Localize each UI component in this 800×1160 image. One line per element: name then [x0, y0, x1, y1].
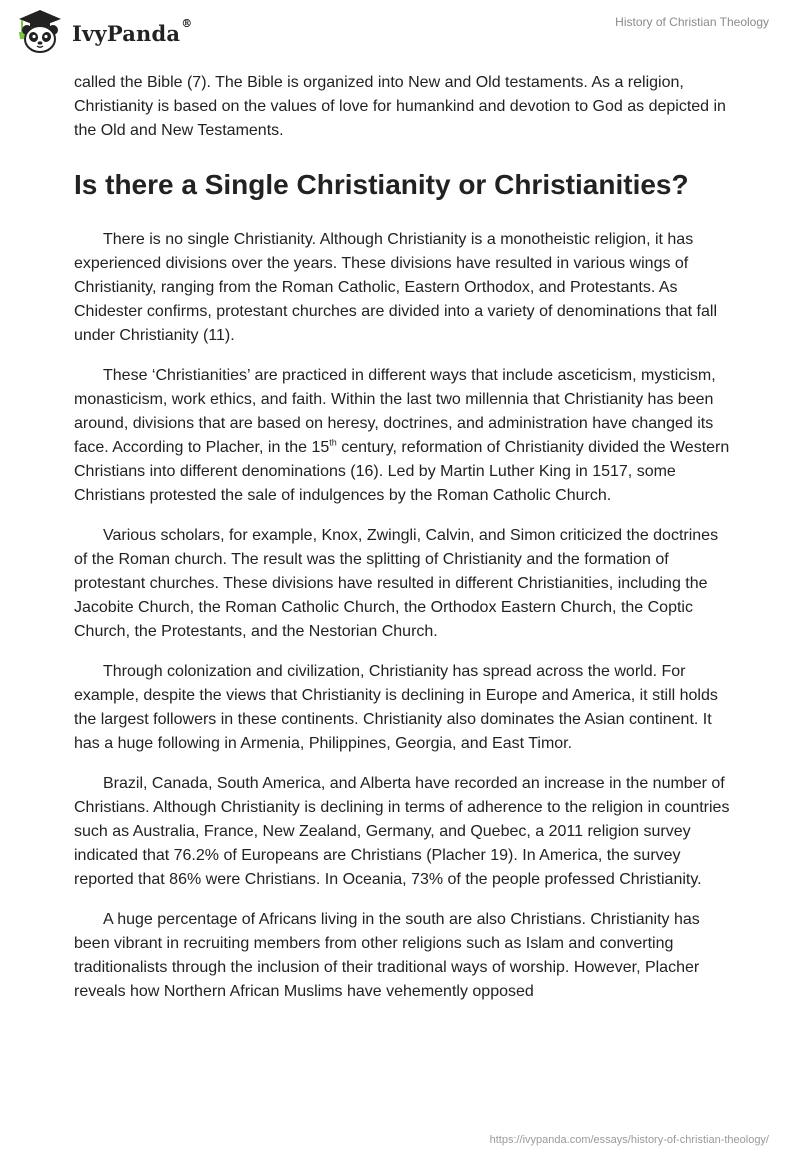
- paragraph-4: Through colonization and civilization, Christianity has spread across the world. For example, despite the views that Christianity is declining in Europe and America, it still holds the largest followers in these continents. Christianity also dominates the Asian continent. It has a huge following in Armenia, Philippines, Georgia, and East Timor.: [74, 663, 718, 752]
- paragraph-2: [74, 364, 734, 508]
- document-title: History of Christian Theology: [615, 15, 769, 29]
- panda-graduate-icon: [16, 8, 64, 56]
- intro-paragraph: called the Bible (7). The Bible is organized into New and Old testaments. As a religion, Christianity is based on the values of love for humankind and devotion to God as depicted in the Old and New Testaments.: [74, 74, 726, 139]
- paragraph-2-part-2: century, reformation of Christianity divided the Western Christians into different denominations (16). Led by Martin Luther King in 1517, some Christians protested the sale of indulgences by the Roman Catholic Church.: [74, 439, 730, 504]
- page-header: [0, 0, 800, 70]
- section-heading: Is there a Single Christianity or Christianities?: [74, 169, 689, 200]
- paragraph-2-part-1: These ‘Christianities’ are practiced in different ways that include asceticism, mysticism, monasticism, work ethics, and faith. Within the last two millennia that Christianity has been around, divisions that are based on heresy, doctrines, and administration have changed its face. According to Placher, in the 15: [74, 367, 716, 456]
- source-url[interactable]: https://ivypanda.com/essays/history-of-christian-theology/: [489, 1134, 769, 1146]
- ordinal-superscript: th: [329, 437, 337, 448]
- brand-name-text: IvyPanda: [72, 20, 181, 46]
- paragraph-3: Various scholars, for example, Knox, Zwingli, Calvin, and Simon criticized the doctrines of the Roman church. The result was the splitting of Christianity and the formation of protestant churches. These divisions have resulted in different Christianities, including the Jacobite Church, the Roman Catholic Church, the Orthodox Eastern Church, the Coptic Church, the Protestants, and the Nestorian Church.: [74, 527, 719, 640]
- paragraph-6: A huge percentage of Africans living in the south are also Christians. Christianity has been vibrant in recruiting members from other religions such as Islam and converting traditionalists through the inclusion of their traditional ways of worship. However, Placher reveals how Northern African Muslims have vehemently opposed: [74, 911, 700, 1000]
- brand-name: [72, 16, 193, 46]
- ivypanda-logo[interactable]: [16, 8, 192, 56]
- registered-mark: ®: [181, 16, 193, 30]
- paragraph-1: There is no single Christianity. Although Christianity is a monotheistic religion, it has experienced divisions over the years. These divisions have resulted in various wings of Christianity, ranging from the Roman Catholic, Eastern Orthodox, and Protestants. As Chidester confirms, protestant churches are divided into a variety of denominations that fall under Christianity (11).: [74, 231, 717, 344]
- article-body: [74, 71, 734, 1020]
- paragraph-5: Brazil, Canada, South America, and Alberta have recorded an increase in the number of Christians. Although Christianity is declining in terms of adherence to the religion in countries such as Australia, France, New Zealand, Germany, and Quebec, a 2011 religion survey indicated that 76.2% of Europeans are Christians (Placher 19). In America, the survey reported that 86% were Christians. In Oceania, 73% of the people professed Christianity.: [74, 775, 730, 888]
